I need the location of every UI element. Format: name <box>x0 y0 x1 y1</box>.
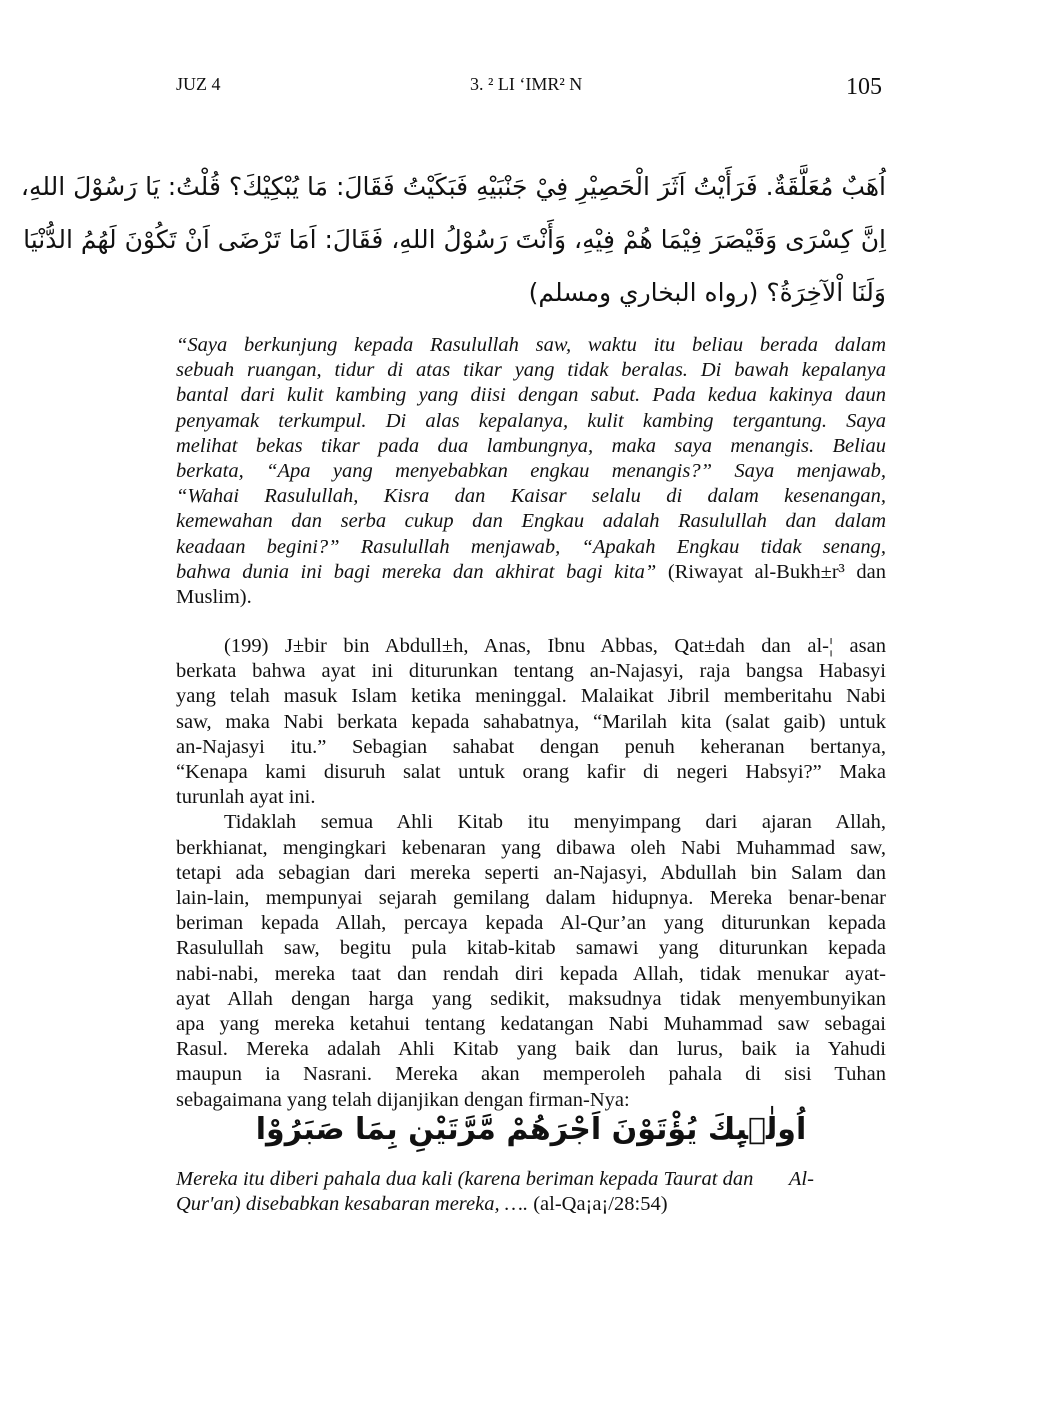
text-line: penyamak terkumpul. Di alas kepalanya, kulit kambing tergantung. Saya <box>176 409 886 432</box>
verse-translation <box>176 1167 886 1217</box>
text-line: lain-lain, mempunyai sejarah gemilang dalam hidupnya. Mereka benar-benar <box>176 887 886 910</box>
text-line: bantal dari kulit kambing yang diisi dengan sabut. Pada kedua kakinya daun <box>176 384 886 407</box>
text-line: Rasul. Mereka adalah Ahli Kitab yang baik dan lurus, baik ia Yahudi <box>176 1038 886 1061</box>
text-line: apa yang mereka ketahui tentang kedatangan Nabi Muhammad saw sebagai <box>176 1013 886 1036</box>
text-line: ayat Allah dengan harga yang sedikit, maksudnya tidak menyembunyikan <box>176 987 886 1010</box>
text-line: maupun ia Nasrani. Mereka akan memperoleh pahala di sisi Tuhan <box>176 1063 886 1086</box>
hadith-arabic <box>20 160 886 319</box>
text-line: Tidaklah semua Ahli Kitab itu menyimpang dari ajaran Allah, <box>224 811 886 834</box>
source-citation: (Riwayat al-Bukh±r³ dan <box>656 560 887 583</box>
text-line: Muslim). <box>176 586 252 609</box>
text-line: sebagaimana yang telah dijanjikan dengan firman-Nya: <box>176 1088 630 1111</box>
text-line: keadaan begini?” Rasulullah menjawab, “Apakah Engkau tidak senang, <box>176 535 886 558</box>
text-line: tetapi ada sebagian dari mereka seperti an-Najasyi, Abdullah bin Salam dan <box>176 861 886 884</box>
running-header-juz: JUZ 4 <box>176 74 221 94</box>
arabic-line: اِنَّ كِسْرَى وَقَيْصَرَ فِيْمَا هُمْ فِيْهِ، وَأَنْتَ رَسُوْلُ اللهِ، فَقَالَ: اَمَا تَرْضَى اَنْ تَكُوْنَ لَهُمُ الدُّنْيَا <box>23 225 886 254</box>
text-line <box>176 560 886 585</box>
translation-italic: bahwa dunia ini bagi mereka dan akhirat bagi kita” <box>176 560 657 583</box>
text-line: turunlah ayat ini. <box>176 786 316 809</box>
text-line: sebuah ruangan, tidur di atas tikar yang tidak beralas. Di bawah kepalanya <box>176 359 886 382</box>
text-line: nabi-nabi, mereka taat dan rendah diri kepada Allah, tidak menukar ayat- <box>176 962 886 985</box>
text-line <box>176 1192 886 1217</box>
text-line: “Saya berkunjung kepada Rasulullah saw, waktu itu beliau berada dalam <box>176 334 886 356</box>
text-line: berkhianat, mengingkari kebenaran yang dibawa oleh Nabi Muhammad saw, <box>176 836 886 859</box>
text-line: “Wahai Rasulullah, Kisra dan Kaisar selalu di dalam kesenangan, <box>176 485 886 508</box>
text-line: Rasulullah saw, begitu pula kitab-kitab samawi yang diturunkan kepada <box>176 937 886 960</box>
quran-verse-arabic: اُولٰۤىِٕكَ يُؤْتَوْنَ اَجْرَهُمْ مَّرَّتَيْنِ بِمَا صَبَرُوْا <box>255 1112 807 1147</box>
paragraph-199 <box>176 634 886 1113</box>
text-line: kemewahan dan serba cukup dan Engkau adalah Rasulullah dan dalam <box>176 510 886 533</box>
arabic-line: وَلَنَا اْلآخِرَةُ؟ (رواه البخاري ومسلم) <box>528 278 886 307</box>
text-line: beriman kepada Allah, percaya kepada Al-Qur’an yang diturunkan kepada <box>176 912 886 935</box>
text-line: berkata bahwa ayat ini diturunkan tentang an-Najasyi, raja bangsa Habasyi <box>176 660 886 683</box>
text-line: berkata, “Apa yang menyebabkan engkau menangis?” Saya menjawab, <box>176 460 886 483</box>
arabic-line: اُهَبٌ مُعَلَّقَةٌ. فَرَأَيْتُ اَثَرَ الْحَصِيْرِ فِيْ جَنْبَيْهِ فَبَكَيْتُ فَقَالَ: مَا يُبْكِيْكَ؟ قُلْتُ: يَا رَسُوْلَ اللهِ، <box>20 172 886 201</box>
translation-italic: Qur'an) disebabkan kesabaran mereka, …. <box>176 1193 529 1216</box>
text-line: “Kenapa kami disuruh salat untuk orang kafir di negeri Habsyi?” Maka <box>176 761 886 784</box>
text-line: Mereka itu diberi pahala dua kali (karena beriman kepada Taurat dan Al- <box>176 1168 814 1190</box>
text-line: saw, maka Nabi berkata kepada sahabatnya, “Marilah kita (salat gaib) untuk <box>176 710 886 733</box>
text-line: yang telah masuk Islam ketika meninggal. Malaikat Jibril memberitahu Nabi <box>176 685 886 708</box>
text-line: an-Najasyi itu.” Sebagian sahabat dengan penuh keheranan bertanya, <box>176 735 886 758</box>
running-header-surah: 3. ² LI ‘IMR² N <box>470 74 583 94</box>
text-line: (199) J±bir bin Abdull±h, Anas, Ibnu Abbas, Qat±dah dan al-¦ asan <box>224 635 886 657</box>
page-number: 105 <box>846 74 882 100</box>
text-line: melihat bekas tikar pada dua lambungnya, maka saya menangis. Beliau <box>176 434 886 457</box>
verse-reference: (al-Qa¡a¡/28:54) <box>528 1193 668 1216</box>
hadith-translation <box>176 333 886 610</box>
